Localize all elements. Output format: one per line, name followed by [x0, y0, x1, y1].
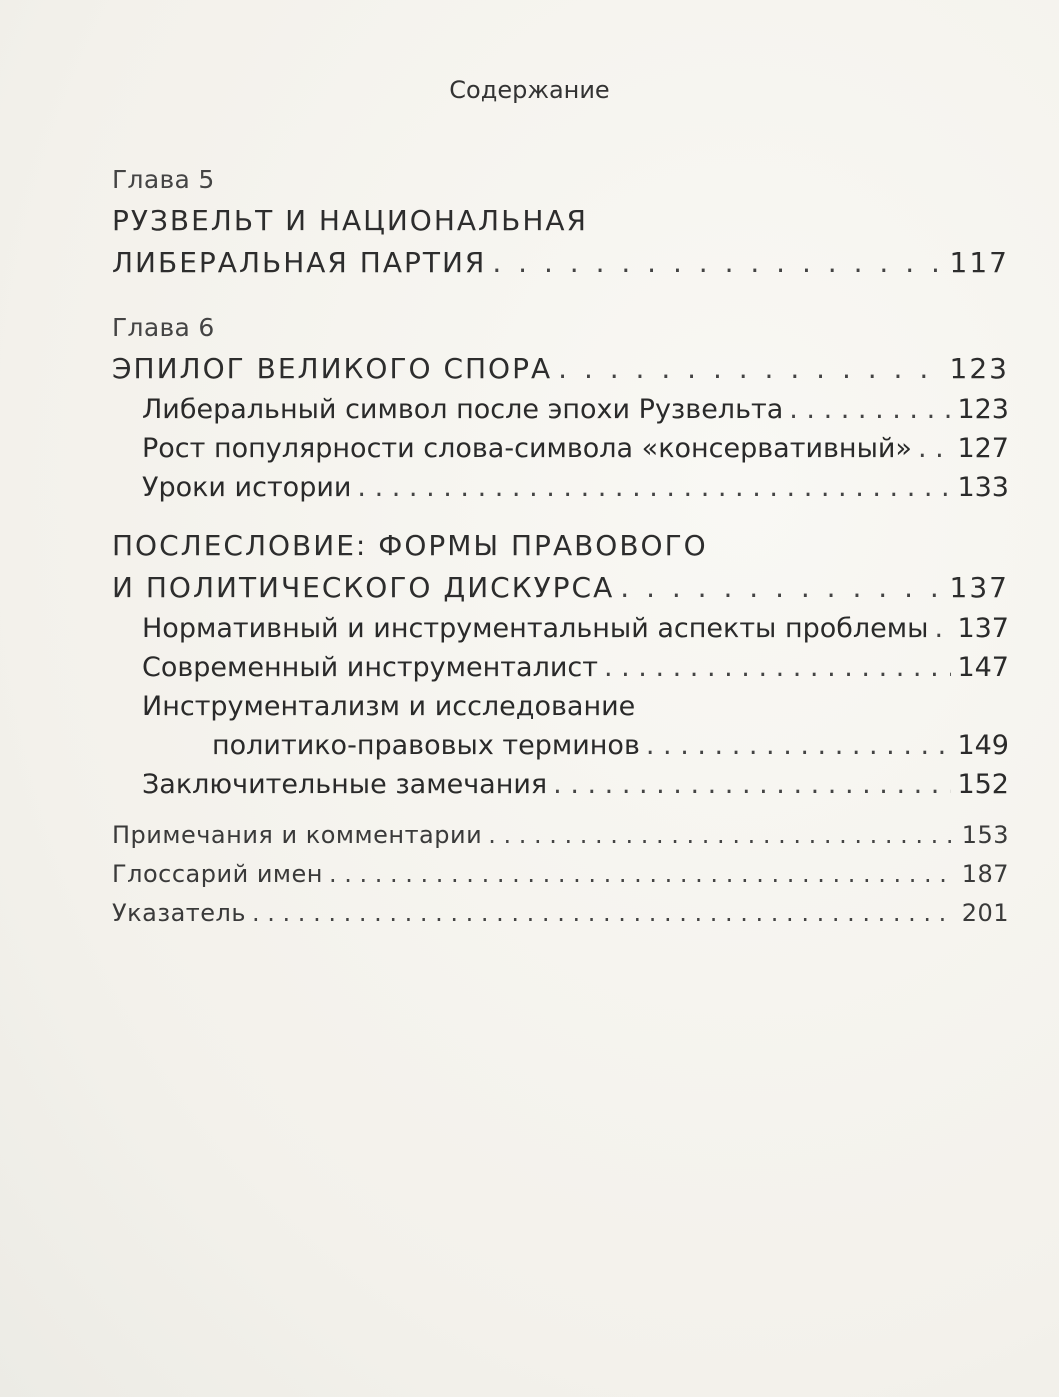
afterword-entry[interactable] — [112, 567, 1009, 609]
page-number: 123 — [949, 352, 1009, 385]
page-number: 152 — [957, 769, 1009, 800]
section-title: Уроки истории — [142, 472, 352, 503]
dot-leader — [357, 468, 951, 507]
back-matter-title: Примечания и комментарии — [112, 821, 483, 849]
toc-section-entry[interactable] — [112, 765, 1009, 804]
back-matter-title: Глоссарий имен — [112, 860, 323, 888]
dot-leader — [329, 855, 956, 894]
chapter-5-title-line1: РУЗВЕЛЬТ И НАЦИОНАЛЬНАЯ — [112, 204, 588, 237]
afterword-title-line2: И ПОЛИТИЧЕСКОГО ДИСКУРСА — [112, 571, 615, 604]
afterword-title-line1: ПОСЛЕСЛОВИЕ: ФОРМЫ ПРАВОВОГО — [112, 529, 708, 562]
section-title-line2: политико-правовых терминов — [212, 730, 640, 761]
running-head: Содержание — [449, 76, 610, 104]
page-number: 149 — [957, 730, 1009, 761]
table-of-contents — [112, 160, 1009, 933]
page-number: 123 — [957, 394, 1009, 425]
dot-leader — [620, 567, 943, 609]
section-title: Нормативный и инструментальный аспекты проблемы — [142, 613, 929, 644]
toc-section-entry[interactable] — [112, 609, 1009, 648]
section-title: Рост популярности слова-символа «консервативный» — [142, 433, 912, 464]
toc-section-entry[interactable] — [112, 429, 1009, 468]
dot-leader — [488, 816, 956, 855]
chapter-5-title-line2: ЛИБЕРАЛЬНАЯ ПАРТИЯ — [112, 246, 487, 279]
dot-leader — [553, 765, 951, 804]
page-number: 153 — [961, 821, 1009, 849]
page-number: 187 — [961, 860, 1009, 888]
chapter-5-label: Глава 5 — [112, 165, 215, 194]
dot-leader — [934, 609, 951, 648]
chapter-6-entry[interactable] — [112, 348, 1009, 390]
back-matter-entry[interactable] — [112, 816, 1009, 855]
page-number: 133 — [957, 472, 1009, 503]
toc-section-entry[interactable] — [112, 726, 1009, 765]
back-matter-entry[interactable] — [112, 894, 1009, 933]
section-title: Либеральный символ после эпохи Рузвельта — [142, 394, 784, 425]
page-number: 147 — [957, 652, 1009, 683]
toc-section-entry[interactable] — [112, 648, 1009, 687]
dot-leader — [789, 390, 951, 429]
back-matter-title: Указатель — [112, 899, 247, 927]
chapter-6-title: ЭПИЛОГ ВЕЛИКОГО СПОРА — [112, 352, 553, 385]
chapter-5-entry[interactable] — [112, 242, 1009, 284]
page-number: 137 — [949, 571, 1009, 604]
section-title: Современный инструменталист — [142, 652, 598, 683]
dot-leader — [646, 726, 952, 765]
page-number: 117 — [949, 246, 1009, 279]
section-title-line1: Инструментализм и исследование — [142, 691, 636, 722]
dot-leader — [558, 348, 943, 390]
section-title: Заключительные замечания — [142, 769, 548, 800]
toc-section-entry[interactable] — [112, 468, 1009, 507]
toc-section-entry[interactable] — [112, 390, 1009, 429]
chapter-6-label: Глава 6 — [112, 313, 215, 342]
dot-leader — [252, 894, 956, 933]
page-number: 137 — [957, 613, 1009, 644]
dot-leader — [492, 242, 943, 284]
back-matter-entry[interactable] — [112, 855, 1009, 894]
page-number: 127 — [957, 433, 1009, 464]
dot-leader — [918, 429, 952, 468]
dot-leader — [604, 648, 952, 687]
page-number: 201 — [961, 899, 1009, 927]
